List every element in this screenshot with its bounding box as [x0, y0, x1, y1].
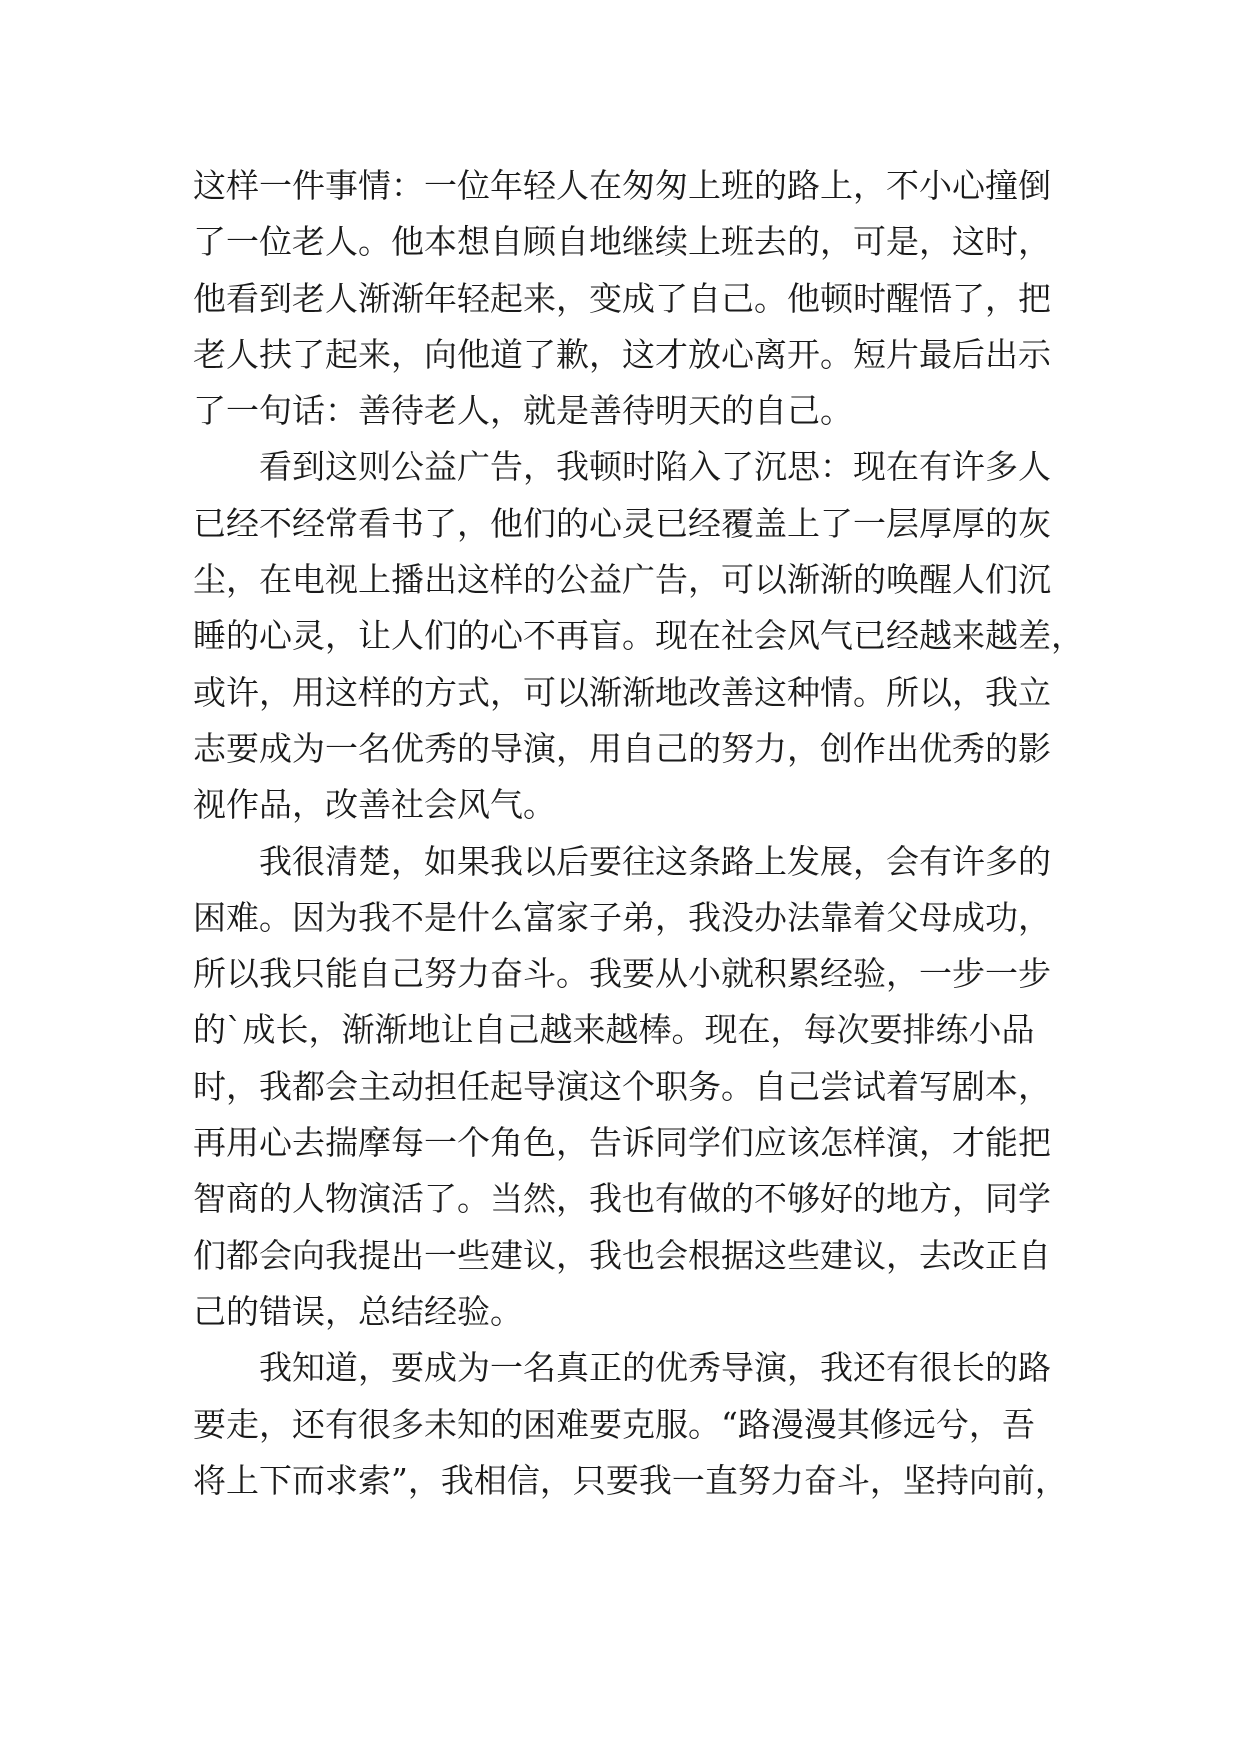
text-line: 志要成为一名优秀的导演，用自己的努力，创作出优秀的影: [193, 728, 1051, 768]
text-line: 智商的人物演活了。当然，我也有做的不够好的地方，同学: [193, 1179, 1051, 1219]
text-line: 了一句话：善待老人，就是善待明天的自己。: [193, 391, 853, 431]
paragraph-start-line: 看到这则公益广告，我顿时陷入了沉思：现在有许多人: [259, 447, 1051, 487]
text-line: 了一位老人。他本想自顾自地继续上班去的，可是，这时，: [193, 222, 1051, 262]
text-line: 睡的心灵，让人们的心不再盲。现在社会风气已经越来越差，: [193, 616, 1084, 656]
text-line: 要走，还有很多未知的困难要克服。“路漫漫其修远兮，吾: [193, 1404, 1035, 1444]
text-line: 将上下而求索”，我相信，只要我一直努力奋斗，坚持向前，: [193, 1460, 1068, 1500]
text-line: 再用心去揣摩每一个角色，告诉同学们应该怎样演，才能把: [193, 1123, 1051, 1163]
text-line: 老人扶了起来，向他道了歉，这才放心离开。短片最后出示: [193, 334, 1051, 374]
paragraph-start-line: 我很清楚，如果我以后要往这条路上发展，会有许多的: [259, 841, 1051, 881]
text-line: 视作品，改善社会风气。: [193, 785, 556, 825]
text-line: 这样一件事情：一位年轻人在匆匆上班的路上，不小心撞倒: [193, 166, 1051, 205]
text-line: 所以我只能自己努力奋斗。我要从小就积累经验，一步一步: [193, 954, 1051, 994]
text-line: 尘，在电视上播出这样的公益广告，可以渐渐的唤醒人们沉: [193, 560, 1051, 600]
paragraph-start-line: 我知道，要成为一名真正的优秀导演，我还有很长的路: [259, 1348, 1051, 1388]
text-line: 们都会向我提出一些建议，我也会根据这些建议，去改正自: [193, 1235, 1051, 1275]
body-text: [193, 158, 1084, 1509]
text-line: 己的错误，总结经验。: [193, 1291, 523, 1331]
text-line: 已经不经常看书了，他们的心灵已经覆盖上了一层厚厚的灰: [193, 503, 1051, 543]
text-line: 困难。因为我不是什么富家子弟，我没办法靠着父母成功，: [193, 897, 1051, 937]
text-line: 他看到老人渐渐年轻起来，变成了自己。他顿时醒悟了，把: [193, 278, 1051, 318]
text-line: 时，我都会主动担任起导演这个职务。自己尝试着写剧本，: [193, 1066, 1051, 1106]
text-line: 或许，用这样的方式，可以渐渐地改善这种情。所以，我立: [193, 672, 1051, 712]
text-line: 的`成长，渐渐地让自己越来越棒。现在，每次要排练小品: [193, 1010, 1035, 1050]
